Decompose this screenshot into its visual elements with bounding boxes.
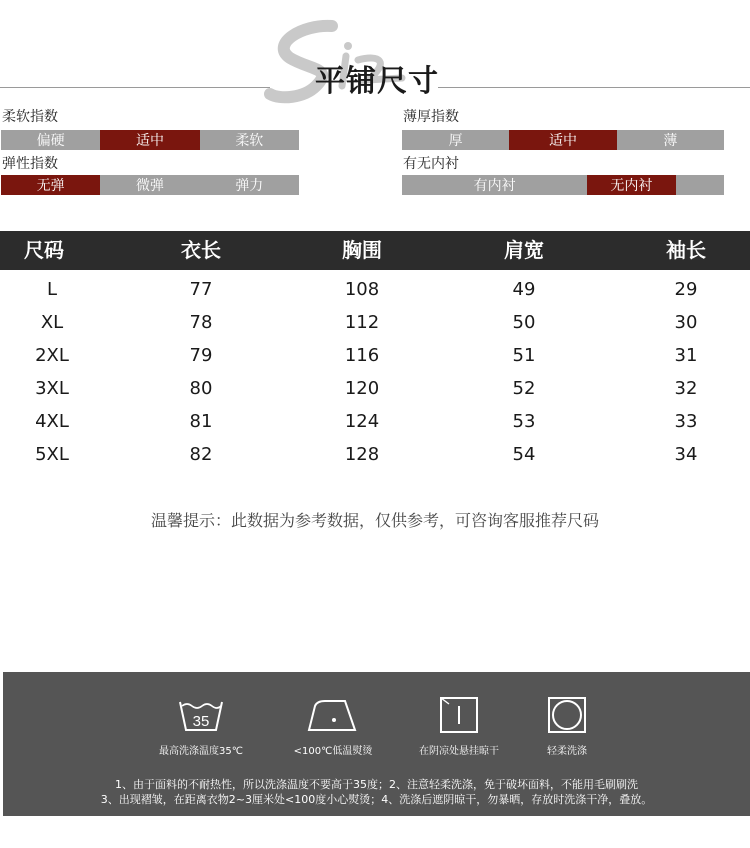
cell-size: L xyxy=(46,279,58,300)
header-sleeve: 袖长 xyxy=(666,238,706,262)
lining-bar-filler xyxy=(676,175,724,195)
cell-shoulder: 54 xyxy=(512,444,536,465)
softness-label: 柔软指数 xyxy=(2,109,58,125)
cell-shoulder: 49 xyxy=(512,279,536,300)
lining-label: 有无内衬 xyxy=(403,156,459,172)
header-divider-right xyxy=(438,87,750,88)
shade-dry-icon xyxy=(439,696,479,734)
cell-chest: 124 xyxy=(344,411,380,432)
thickness-bar xyxy=(402,130,724,150)
cell-shoulder: 50 xyxy=(512,312,536,333)
thickness-option: 厚 xyxy=(448,133,463,149)
care-item-gentle xyxy=(507,696,627,757)
cell-sleeve: 30 xyxy=(674,312,698,333)
table-row xyxy=(0,438,750,471)
softness-option: 柔软 xyxy=(235,133,264,149)
care-item-dry xyxy=(399,696,519,757)
cell-length: 82 xyxy=(189,444,213,465)
table-row xyxy=(0,405,750,438)
iron-low-icon xyxy=(305,696,361,734)
softness-option-selected: 适中 xyxy=(100,130,199,150)
cell-size: 5XL xyxy=(35,444,69,465)
table-row xyxy=(0,273,750,306)
cell-shoulder: 51 xyxy=(512,345,536,366)
cell-chest: 116 xyxy=(344,345,380,366)
care-instructions-panel xyxy=(3,672,750,816)
page-title: 平铺尺寸 xyxy=(315,64,439,99)
elasticity-option: 弹力 xyxy=(235,178,264,194)
care-note-line-2: 3、出现褶皱，在距离衣物2~3厘米处<100度小心熨烫；4、洗涤后遮阴晾干，勿暴晒，存放时洗涤干净，叠放。 xyxy=(100,793,653,806)
cell-chest: 108 xyxy=(344,279,380,300)
care-label-wash: 最高洗涤温度35℃ xyxy=(159,746,243,757)
thickness-label: 薄厚指数 xyxy=(403,109,459,125)
softness-bar xyxy=(1,130,299,150)
size-tip: 温馨提示：此数据为参考数据，仅供参考，可咨询客服推荐尺码 xyxy=(150,511,599,530)
cell-sleeve: 31 xyxy=(674,345,698,366)
cell-length: 81 xyxy=(189,411,213,432)
thickness-option-selected: 适中 xyxy=(509,130,616,150)
table-row xyxy=(0,306,750,339)
cell-length: 78 xyxy=(189,312,213,333)
header-chest: 胸围 xyxy=(342,238,382,262)
care-label-gentle: 轻柔洗涤 xyxy=(547,746,587,757)
svg-text:35: 35 xyxy=(192,713,210,730)
thickness-option: 薄 xyxy=(663,133,678,149)
care-item-wash xyxy=(141,696,261,757)
care-note-line-1: 1、由于面料的不耐热性，所以洗涤温度不要高于35度；2、注意轻柔洗涤，免于破坏面料，不能用毛刷刷洗 xyxy=(115,778,638,791)
elasticity-label: 弹性指数 xyxy=(2,156,58,172)
cell-chest: 120 xyxy=(344,378,380,399)
cell-length: 77 xyxy=(189,279,213,300)
elasticity-bar xyxy=(1,175,299,195)
cell-length: 80 xyxy=(189,378,213,399)
cell-size: XL xyxy=(40,312,64,333)
header-shoulder: 肩宽 xyxy=(504,238,544,262)
cell-size: 2XL xyxy=(35,345,69,366)
cell-chest: 112 xyxy=(344,312,380,333)
table-row xyxy=(0,339,750,372)
header-divider-left xyxy=(0,87,270,88)
header-size: 尺码 xyxy=(24,238,64,262)
lining-option-selected: 无内衬 xyxy=(587,175,676,195)
table-row xyxy=(0,372,750,405)
cell-sleeve: 29 xyxy=(674,279,698,300)
cell-sleeve: 32 xyxy=(674,378,698,399)
cell-shoulder: 52 xyxy=(512,378,536,399)
care-item-iron xyxy=(273,696,393,757)
elasticity-option-selected: 无弹 xyxy=(1,175,100,195)
lining-option: 有内衬 xyxy=(473,178,516,194)
cell-sleeve: 34 xyxy=(674,444,698,465)
cell-sleeve: 33 xyxy=(674,411,698,432)
cell-size: 3XL xyxy=(35,378,69,399)
header-length: 衣长 xyxy=(181,238,221,262)
softness-option: 偏硬 xyxy=(36,133,65,149)
cell-length: 79 xyxy=(189,345,213,366)
wash-35-icon xyxy=(177,696,225,734)
gentle-wash-icon xyxy=(547,696,587,734)
cell-chest: 128 xyxy=(344,444,380,465)
cell-shoulder: 53 xyxy=(512,411,536,432)
care-label-iron: <100℃低温熨烫 xyxy=(293,746,373,757)
care-label-dry: 在阴凉处悬挂晾干 xyxy=(419,746,499,757)
elasticity-option: 微弹 xyxy=(135,178,164,194)
size-table-header xyxy=(0,231,750,270)
cell-size: 4XL xyxy=(35,411,69,432)
lining-bar xyxy=(402,175,724,195)
